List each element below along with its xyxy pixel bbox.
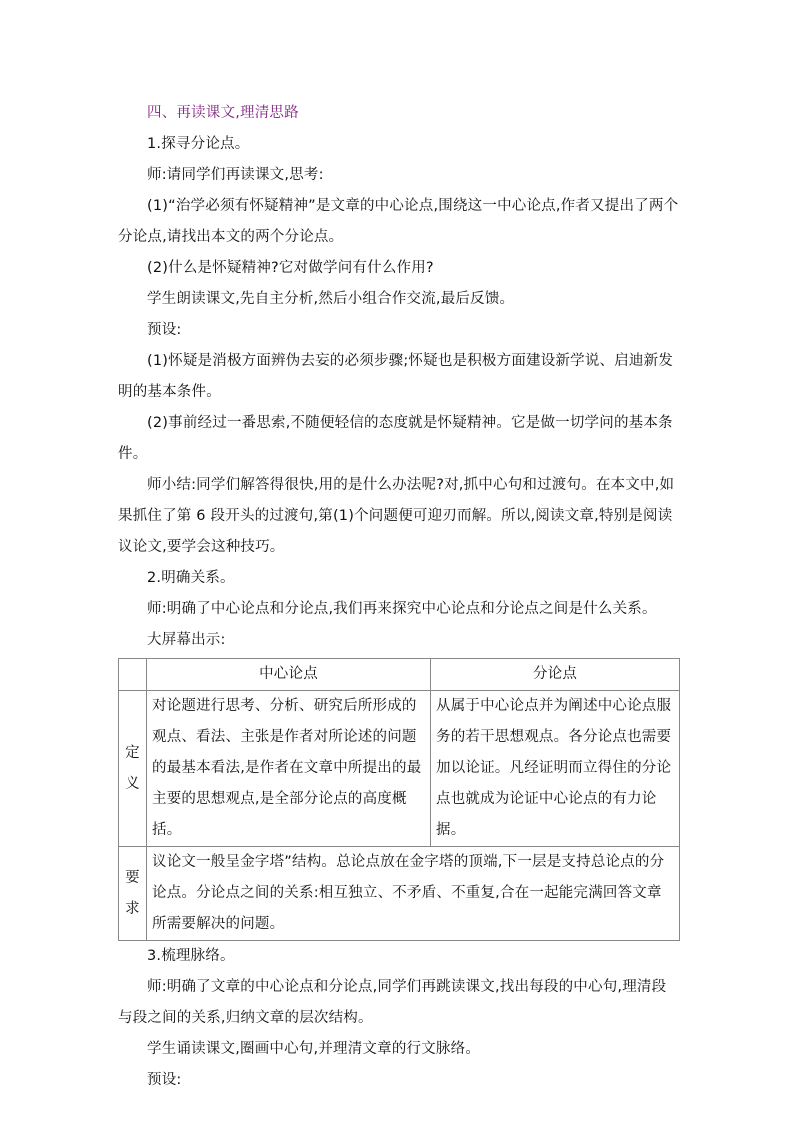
section-heading: 四、再读课文,理清思路 bbox=[147, 105, 299, 121]
step2-screen: 大屏幕出示: bbox=[147, 632, 226, 648]
step1-title: 1.探寻分论点。 bbox=[147, 136, 250, 152]
lesson-content bbox=[118, 98, 680, 1096]
step3-title: 3.梳理脉络。 bbox=[147, 948, 235, 964]
table-row-definition bbox=[119, 691, 680, 847]
preset-label-2: 预设: bbox=[147, 1072, 182, 1088]
table-label-requirement: 要求 bbox=[119, 847, 147, 941]
table-cell-requirement: 议论文一般呈金字塔”结构。总论点放在金字塔的顶端,下一层是支持总论点的分论点。分论点之间的关系:相互独立、不矛盾、不重复,合在一起能完满回答文章所需要解决的问题。 bbox=[147, 847, 680, 941]
table-cell-center-definition: 对论题进行思考、分析、研究后所形成的观点、看法、主张是作者对所论述的问题的最基本看法,是作者在文章中所提出的最主要的思想观点,是全部分论点的高度概括。 bbox=[147, 691, 431, 847]
step1-answer-1: (1)怀疑是消极方面辨伪去妄的必须步骤;怀疑也是积极方面建设新学说、启迪新发明的基本条件。 bbox=[118, 353, 674, 400]
comparison-table bbox=[118, 658, 680, 941]
table-label-definition: 定义 bbox=[119, 691, 147, 847]
step1-question-2: (2)什么是怀疑精神?它对做学问有什么作用? bbox=[147, 260, 434, 276]
step1-activity: 学生朗读课文,先自主分析,然后小组合作交流,最后反馈。 bbox=[147, 291, 515, 307]
table-cell-sub-definition: 从属于中心论点并为阐述中心论点服务的若干思想观点。各分论点也需要加以论证。凡经证明而立得住的分论点也就成为论证中心论点的有力论据。 bbox=[431, 691, 680, 847]
step3-intro: 师:明确了文章的中心论点和分论点,同学们再跳读课文,找出每段的中心句,理清段与段之间的关系,归纳文章的层次结构。 bbox=[118, 979, 667, 1026]
table-header-row bbox=[119, 659, 680, 691]
preset-label: 预设: bbox=[147, 322, 182, 338]
step2-title: 2.明确关系。 bbox=[147, 570, 235, 586]
table-row-requirement bbox=[119, 847, 680, 941]
step1-answer-2: (2)事前经过一番思索,不随便轻信的态度就是怀疑精神。它是做一切学问的基本条件。 bbox=[118, 415, 673, 462]
table-header-sub: 分论点 bbox=[431, 659, 680, 691]
table-corner-cell bbox=[119, 659, 147, 691]
step1-intro: 师:请同学们再读课文,思考: bbox=[147, 167, 324, 183]
step3-activity: 学生诵读课文,圈画中心句,并理清文章的行文脉络。 bbox=[147, 1041, 481, 1057]
table-header-center: 中心论点 bbox=[147, 659, 431, 691]
step1-question-1: (1)“治学必须有怀疑精神”是文章的中心论点,围绕这一中心论点,作者又提出了两个分论点,请找出本文的两个分论点。 bbox=[118, 198, 679, 245]
step1-summary: 师小结:同学们解答得很快,用的是什么办法呢?对,抓中心句和过渡句。在本文中,如果抓住了第 6 段开头的过渡句,第(1)个问题便可迎刃而解。所以,阅读文章,特别是阅读议论文,要学会这种技巧。 bbox=[118, 477, 675, 555]
step2-intro: 师:明确了中心论点和分论点,我们再来探究中心论点和分论点之间是什么关系。 bbox=[147, 601, 657, 617]
